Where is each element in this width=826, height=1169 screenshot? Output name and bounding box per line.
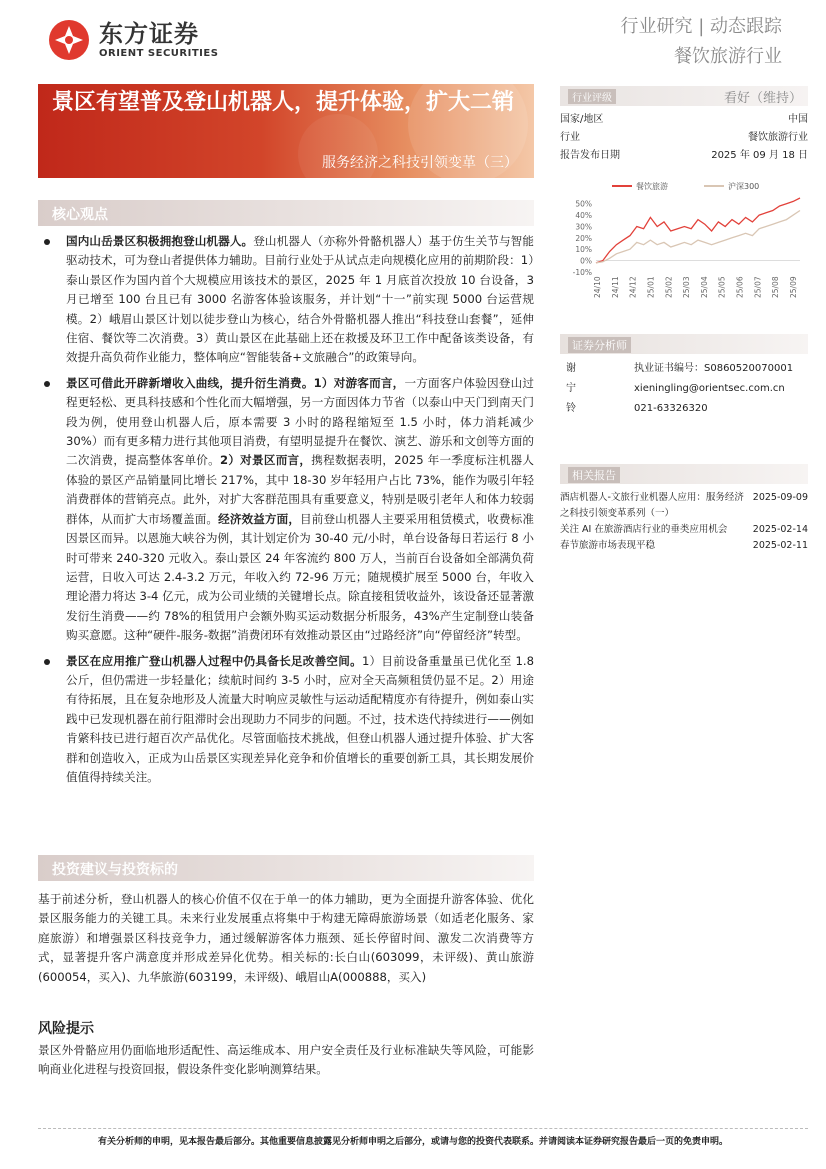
legend-label: 沪深300 — [728, 182, 760, 191]
analyst-section-bar — [560, 334, 808, 354]
x-tick-label: 25/03 — [682, 276, 692, 298]
bullet-lead: 经济效益方面， — [218, 511, 301, 526]
info-key: 行业 — [560, 132, 580, 143]
x-tick-label: 25/05 — [717, 276, 727, 298]
bullet-paragraph — [38, 232, 534, 368]
info-key: 报告发布日期 — [560, 150, 620, 161]
industry-name: 餐饮旅游行业 — [674, 46, 782, 67]
info-table — [560, 112, 808, 166]
invest-text: 基于前述分析，登山机器人的核心价值不仅在于单一的体力辅助，更为全面提升游客体验、优化景区服务能力的关键工具。未来行业发展重点将集中于构建无障碍旅游场景（如适老化服务、家庭旅游）和增强景区科技竞争力，通过缓解游客体力瓶颈、延长停留时间、激发二次消费等方式，显著提升客户满意度并形成差异化优势。相关标的:长白山(603099，未评级)、黄山旅游(600054，买入)、九华旅游(603199，未评级)、峨眉山A(000888，买入) — [38, 892, 534, 984]
report-type: 行业研究 | 动态跟踪 — [620, 16, 782, 37]
y-tick-label: 10% — [575, 245, 592, 255]
bullet-lead: 国内山岳景区积极拥抱登山机器人。 — [66, 234, 254, 248]
analyst-phone: 021-63326320 — [634, 403, 708, 414]
list-item[interactable] — [560, 490, 808, 522]
related-report-date: 2025-09-09 — [752, 492, 808, 503]
y-tick-label: 30% — [575, 222, 592, 232]
x-tick-label: 24/11 — [610, 276, 620, 298]
footer-divider — [38, 1128, 808, 1129]
y-tick-label: 20% — [575, 233, 592, 243]
footer-disclaimer: 有关分析师的申明，见本报告最后部分。其他重要信息披露见分析师申明之后部分，或请与您的投资代表联系。并请阅读本证券研究报告最后一页的免责申明。 — [97, 1137, 728, 1147]
bullet-lead: 景区在应用推广登山机器人过程中仍具备长足改善空间。 — [66, 653, 362, 668]
info-value: 餐饮旅游行业 — [748, 132, 808, 143]
legend-label: 餐饮旅游 — [636, 182, 668, 191]
bullet-lead: 2）对景区而言， — [220, 453, 312, 468]
risk-text: 景区外骨骼应用仍面临地形适配性、高运维成本、用户安全责任及行业标准缺失等风险，可能影响商业化进程与投资回报，假设条件变化影响测算结果。 — [38, 1043, 534, 1077]
y-tick-label: 0% — [580, 256, 592, 266]
x-tick-label: 25/09 — [789, 276, 798, 298]
x-tick-label: 25/08 — [771, 276, 781, 298]
x-tick-label: 24/10 — [593, 276, 602, 298]
x-tick-label: 24/12 — [628, 276, 638, 298]
bullet-text: 携程数据表明，2025 年一季度标注机器人体验的景区产品销量同比增长 217%，其中 18-30 岁年轻用户占比 73%，能作为吸引年轻消费群体的营销亮点。此外，对扩大客群范围具有重要意义，特别是吸引老年人和体力较弱群体，从而扩大市场覆盖面。 — [66, 453, 534, 526]
series-line — [596, 198, 800, 263]
logo-en-text: ORIENT SECURITIES — [99, 48, 219, 59]
related-section-label: 相关报告 — [568, 467, 620, 483]
info-key: 国家/地区 — [560, 114, 604, 125]
list-item[interactable] — [560, 538, 808, 554]
rating-bar — [560, 86, 808, 106]
core-section-bar — [38, 200, 534, 226]
title-banner — [38, 84, 534, 178]
analyst-name: 谢宁铃 — [566, 363, 576, 414]
logo — [47, 18, 227, 62]
info-row — [560, 112, 808, 130]
x-tick-label: 25/07 — [753, 276, 763, 298]
bullet-text: 目前登山机器人主要采用租赁模式，收费标准因景区而异。以恩施大峡谷为例，其计划定价为 30-40 元/小时，单台设备每日若运行 8 小时可带来 240-320 元收入。泰山景区 24 年客流约 800 万人，当前百台设备如全部满负荷运营，日收入可达 2.4-3.2 万元，年收入约 72-96 万元；随规模扩展至 5000 台，年收入理论潜力将达 3-4 亿元，成为公司业绩的关键增长点。除直接租赁收益外，该设备还显著激发衍生消费——约 78%的租赁用户会额外购买运动数据分析服务，43%产生定制登山装备购买意愿。这种“硬件-服务-数据”消费闭环有效推动景区由“过路经济”向“停留经济”转型。 — [66, 511, 534, 643]
x-tick-label: 25/01 — [646, 276, 656, 298]
info-value: 中国 — [788, 114, 808, 125]
rating-value: 看好（维持） — [723, 91, 802, 106]
list-item[interactable] — [560, 522, 808, 538]
bullet-paragraph — [38, 374, 534, 646]
bullet-paragraph — [38, 652, 534, 788]
y-tick-label: -10% — [572, 268, 592, 277]
invest-heading: 投资建议与投资标的 — [52, 862, 178, 878]
y-tick-label: 50% — [575, 199, 592, 209]
y-tick-label: 40% — [575, 211, 592, 221]
related-report-date: 2025-02-11 — [752, 540, 808, 551]
related-report-date: 2025-02-14 — [752, 524, 808, 535]
related-report-title[interactable]: 关注 AI 在旅游酒店行业的垂类应用机会 — [560, 524, 728, 535]
rating-label: 行业评级 — [568, 89, 616, 104]
related-section-bar — [560, 464, 808, 484]
series-line — [596, 211, 800, 263]
bullet-text: 登山机器人（亦称外骨骼机器人）基于仿生关节与智能驱动技术，可为登山者提供体力辅助。目前行业处于从试点走向规模化应用的前期阶段：1）泰山景区作为国内首个大规模应用该技术的景区，2025 年 1 月底首次投放 10 台设备，3 月已增至 100 台且已有 3000 名游客体验该服务，并计划“十一”前实现 5000 台运营规模。2）峨眉山景区计划以徒步登山为核心，结合外骨骼机器人推出“科技登山套餐”，延伸住宿、餐饮等二次消费。3）黄山景区在此基础上还在救援及环卫工作中配备该类设备，有效提升高负荷作业能力，整体响应“智能装备+文旅融合”的政策导向。 — [66, 234, 534, 365]
related-report-title[interactable]: 春节旅游市场表现平稳 — [560, 540, 656, 551]
orient-logo-icon — [47, 18, 91, 62]
performance-chart — [560, 176, 808, 300]
invest-section-bar — [38, 855, 534, 881]
bullet-lead: 景区可借此开辟新增收入曲线，提升衍生消费。1）对游客而言， — [66, 375, 405, 390]
info-value: 2025 年 09 月 18 日 — [711, 150, 808, 161]
analyst-email[interactable]: xieningling@orientsec.com.cn — [634, 383, 785, 394]
risk-heading: 风险提示 — [38, 1021, 94, 1037]
x-tick-label: 25/02 — [664, 276, 674, 298]
info-row — [560, 148, 808, 166]
logo-cn-text: 东方证券 — [99, 20, 199, 48]
bullet-text: 一方面客户体验因登山过程更轻松、更具科技感和个性化而大幅增强，另一方面因体力节省（以泰山中天门到南天门段为例，使用登山机器人后，原本需要 3 小时的路程缩短至 1.5 小时，体力消耗减少 30%）而有更多精力进行其他项目消费，有望明显提升在餐饮、演艺、游乐和文创等方面的二次消费，提高整体客单价。 — [66, 375, 534, 468]
chart-svg — [560, 176, 808, 300]
analyst-section-label: 证券分析师 — [568, 337, 631, 353]
info-row — [560, 130, 808, 148]
core-content — [38, 232, 534, 793]
report-subtitle: 服务经济之科技引领变革（三） — [322, 155, 518, 171]
x-tick-label: 25/06 — [735, 276, 745, 298]
related-reports — [560, 490, 808, 554]
core-heading: 核心观点 — [52, 207, 108, 223]
related-report-title[interactable]: 酒店机器人-文旅行业机器人应用：服务经济之科技引领变革系列（一） — [560, 492, 744, 519]
x-tick-label: 25/04 — [699, 276, 709, 298]
bullet-text: 1）目前设备重量虽已优化至 1.8 公斤，但仍需进一步轻量化；续航时间约 3-5 小时，应对全天高频租赁仍显不足。2）用途有待拓展，且在复杂地形及人流量大时响应灵敏性与运动适配精度亦有待提升，例如泰山实践中已发现机器在前行阻滞时会出现助力不同步的问题。不过，技术迭代持续进行——例如肯綮科技已进行超百次产品优化。尽管面临技术挑战，但登山机器人通过提升体验、扩大客群和创造收入，正成为山岳景区实现差异化竞争和价值增长的重要创新工具，其长期发展价值值得持续关注。 — [66, 653, 534, 784]
report-title: 景区有望普及登山机器人，提升体验，扩大二销 — [52, 90, 515, 115]
analyst-cert: 执业证书编号：S0860520070001 — [634, 363, 794, 374]
